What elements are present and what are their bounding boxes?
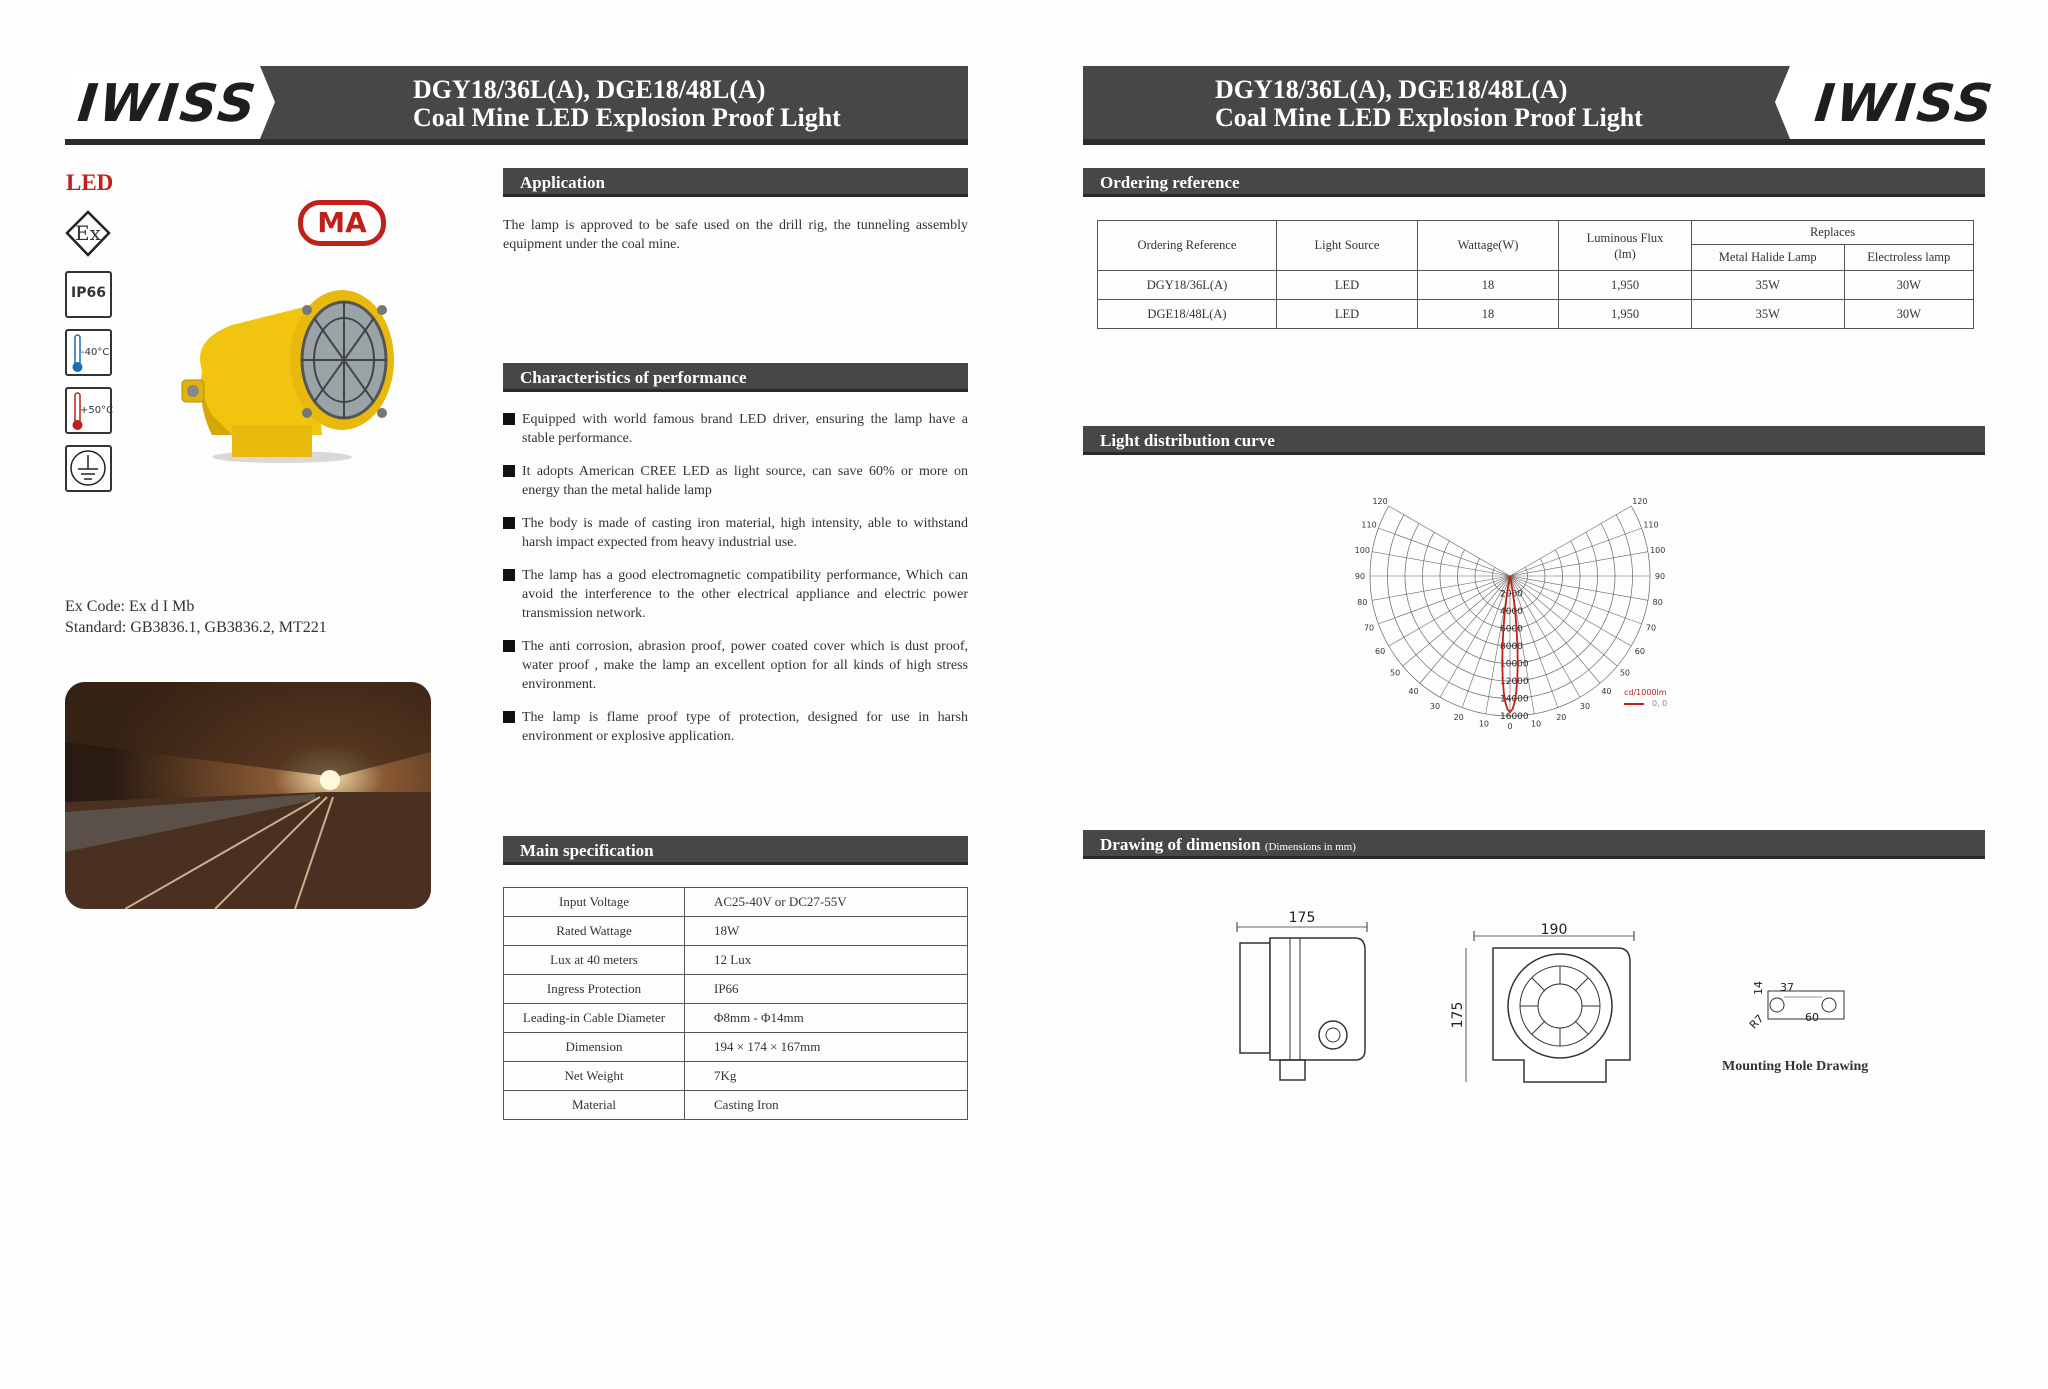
high-temperature-icon [65, 387, 112, 434]
table-row [504, 1004, 968, 1033]
ordering-table [1097, 220, 1974, 329]
application-text: The lamp is approved to be safe used on the drill rig, the tunneling assembly equipment under the coal mine. [503, 218, 968, 252]
polar-angle-label: 110 [1361, 520, 1377, 530]
polar-radial-label: 6000 [1500, 624, 1523, 635]
spec-key: Leading-in Cable Diameter [504, 1004, 685, 1033]
polar-angle-label: 0 [1507, 722, 1513, 731]
polar-angle-label: 30 [1429, 701, 1441, 711]
col-luminous-flux: Luminous Flux (lm) [1559, 221, 1692, 271]
table-row [504, 917, 968, 946]
left-brand-logo: IWISS [74, 74, 261, 134]
polar-angle-label: 80 [1357, 598, 1368, 608]
cell-source: LED [1277, 271, 1418, 300]
list-item [503, 462, 968, 500]
light-curve-section-header: Light distribution curve [1083, 426, 1985, 455]
polar-angle-label: 120 [1632, 497, 1648, 506]
polar-angle-label: 60 [1375, 647, 1386, 656]
hole-b-label: 37 [1780, 981, 1794, 994]
col-electroless: Electroless lamp [1844, 245, 1974, 271]
cell-mh: 35W [1692, 271, 1845, 300]
polar-radial-label: 8000 [1500, 642, 1523, 652]
spec-value: Φ8mm - Φ14mm [685, 1004, 968, 1033]
list-item [503, 410, 968, 448]
right-header-title-line1: DGY18/36L(A), DGE18/48L(A) [1215, 75, 1568, 104]
main-spec-section-header: Main specification [503, 836, 968, 865]
standard: Standard: GB3836.1, GB3836.2, MT221 [65, 619, 327, 636]
col-metal-halide: Metal Halide Lamp [1692, 245, 1845, 271]
spec-key: Ingress Protection [504, 975, 685, 1004]
table-row [1098, 271, 1974, 300]
table-row [504, 888, 968, 917]
polar-legend [1624, 688, 1667, 708]
ex-code: Ex Code: Ex d I Mb [65, 598, 195, 615]
polar-angle-label: 50 [1389, 668, 1401, 678]
product-lamp-image [172, 285, 394, 465]
spec-value: 12 Lux [685, 946, 968, 975]
list-item-text: The body is made of casting iron material, high intensity, able to withstand harsh impact expected from heavy industrial use. [522, 516, 968, 550]
dimension-section-header [1083, 830, 1985, 859]
ex-icon-text: Ex [75, 221, 101, 245]
polar-angle-label: 40 [1601, 686, 1612, 696]
table-row [1098, 300, 1974, 329]
spec-value: 18W [685, 917, 968, 946]
polar-radial-label: 14000 [1500, 694, 1529, 705]
spec-key: Net Weight [504, 1062, 685, 1091]
col-wattage: Wattage(W) [1418, 221, 1559, 271]
cell-watt: 18 [1418, 300, 1559, 329]
polar-angle-label: 60 [1634, 647, 1645, 656]
main-spec-table [503, 887, 968, 1120]
cell-mh: 35W [1692, 300, 1845, 329]
hole-c-label: 60 [1805, 1011, 1819, 1024]
polar-angle-label: 80 [1652, 598, 1663, 608]
polar-angle-label: 90 [1654, 572, 1666, 581]
spec-key: Input Voltage [504, 888, 685, 917]
polar-angle-label: 120 [1372, 497, 1388, 506]
list-item-text: Equipped with world famous brand LED driver, ensuring the lamp have a stable performance. [522, 412, 968, 446]
polar-radial-label: 4000 [1500, 607, 1523, 617]
spec-key: Material [504, 1091, 685, 1120]
table-row [504, 1091, 968, 1120]
table-row [504, 1062, 968, 1091]
list-item-text: It adopts American CREE LED as light source, can save 60% or more on energy than the metal halide lamp [522, 464, 968, 498]
polar-angle-label: 20 [1556, 712, 1567, 722]
list-item-text: The anti corrosion, abrasion proof, power coated cover which is dust proof, water proof , make the lamp an excellent option for all kinds of high stress environment. [522, 639, 968, 692]
cell-flux: 1,950 [1559, 271, 1692, 300]
mine-tunnel-photo [65, 682, 431, 909]
table-row [504, 1033, 968, 1062]
dimension-title: Drawing of dimension [1100, 835, 1261, 854]
cell-el: 30W [1844, 271, 1974, 300]
spec-key: Lux at 40 meters [504, 946, 685, 975]
ex-icon [65, 210, 112, 257]
cell-watt: 18 [1418, 271, 1559, 300]
dimension-subtitle: (Dimensions in mm) [1264, 841, 1356, 853]
ordering-section-header: Ordering reference [1083, 168, 1985, 197]
hole-r-label: R7 [1746, 1012, 1767, 1032]
spec-key: Dimension [504, 1033, 685, 1062]
polar-legend-unit: cd/1000lm [1624, 688, 1667, 697]
list-item [503, 566, 968, 623]
cell-ref: DGE18/48L(A) [1098, 300, 1277, 329]
table-row [504, 946, 968, 975]
ground-icon [65, 445, 112, 492]
polar-grid-spoke [1510, 528, 1642, 576]
front-view-width-label: 190 [1540, 922, 1568, 938]
cell-flux: 1,950 [1559, 300, 1692, 329]
ma-cert-mark [298, 200, 386, 246]
polar-angle-label: 100 [1354, 545, 1370, 555]
high-temperature-text: +50°C [80, 405, 114, 416]
polar-radial-label: 10000 [1500, 659, 1529, 670]
polar-angle-label: 100 [1650, 545, 1666, 555]
side-view-drawing [1230, 910, 1370, 1085]
list-item [503, 514, 968, 552]
characteristics-list [503, 410, 968, 760]
spec-key: Rated Wattage [504, 917, 685, 946]
cell-source: LED [1277, 300, 1418, 329]
polar-angle-label: 30 [1579, 701, 1591, 711]
polar-angle-label: 50 [1619, 668, 1631, 678]
polar-angle-label: 40 [1408, 686, 1419, 696]
led-label: LED [66, 170, 114, 195]
front-view-drawing [1448, 920, 1638, 1090]
spec-value: AC25-40V or DC27-55V [685, 888, 968, 917]
col-light-source: Light Source [1277, 221, 1418, 271]
list-item [503, 708, 968, 746]
polar-legend-series: 0, 0 [1652, 699, 1668, 708]
polar-legend-swatch [1624, 703, 1644, 705]
polar-grid-spoke [1378, 528, 1510, 576]
spec-value: 194 × 174 × 167mm [685, 1033, 968, 1062]
left-header-title-line1: DGY18/36L(A), DGE18/48L(A) [413, 75, 766, 104]
polar-angle-label: 10 [1478, 719, 1490, 729]
cell-el: 30W [1844, 300, 1974, 329]
low-temperature-icon [65, 329, 112, 376]
polar-angle-label: 70 [1645, 623, 1657, 633]
list-item-text: The lamp has a good electromagnetic compatibility performance, Which can avoid the interference to the other electrical appliance and electric power transmission network. [522, 568, 968, 621]
col-replaces: Replaces [1692, 221, 1974, 245]
spec-value: Casting Iron [685, 1091, 968, 1120]
side-view-width-label: 175 [1288, 910, 1316, 926]
spec-value: IP66 [685, 975, 968, 1004]
polar-angle-label: 10 [1530, 719, 1542, 729]
ip66-icon [65, 271, 112, 318]
list-item [503, 637, 968, 694]
front-view-height-label: 175 [1450, 1001, 1466, 1029]
right-brand-logo: IWISS [1811, 74, 1998, 134]
table-row [504, 975, 968, 1004]
polar-angle-label: 110 [1643, 520, 1659, 530]
table-header-row [1098, 221, 1974, 245]
polar-angle-label: 20 [1453, 712, 1464, 722]
polar-angle-label: 70 [1363, 623, 1375, 633]
cell-ref: DGY18/36L(A) [1098, 271, 1277, 300]
spec-value: 7Kg [685, 1062, 968, 1091]
ip66-text: IP66 [71, 285, 106, 301]
characteristics-section-header: Characteristics of performance [503, 363, 968, 392]
mounting-hole-drawing [1740, 975, 1860, 1035]
polar-radial-label: 12000 [1500, 677, 1529, 687]
polar-radial-label: 16000 [1500, 712, 1529, 722]
list-item-text: The lamp is flame proof type of protection, designed for use in harsh environment or explosive application. [522, 710, 968, 744]
hole-a-label: 14 [1752, 981, 1765, 995]
application-section-header: Application [503, 168, 968, 197]
low-temperature-text: -40°C [81, 347, 110, 358]
polar-angle-label: 90 [1354, 572, 1366, 581]
ma-cert-text: MA [317, 206, 367, 239]
mounting-hole-caption: Mounting Hole Drawing [1722, 1059, 1869, 1074]
right-header-title-line2: Coal Mine LED Explosion Proof Light [1215, 103, 1643, 132]
left-header-title-line2: Coal Mine LED Explosion Proof Light [413, 103, 841, 132]
polar-radial-label: 2000 [1500, 589, 1523, 600]
col-ordering-reference: Ordering Reference [1098, 221, 1277, 271]
